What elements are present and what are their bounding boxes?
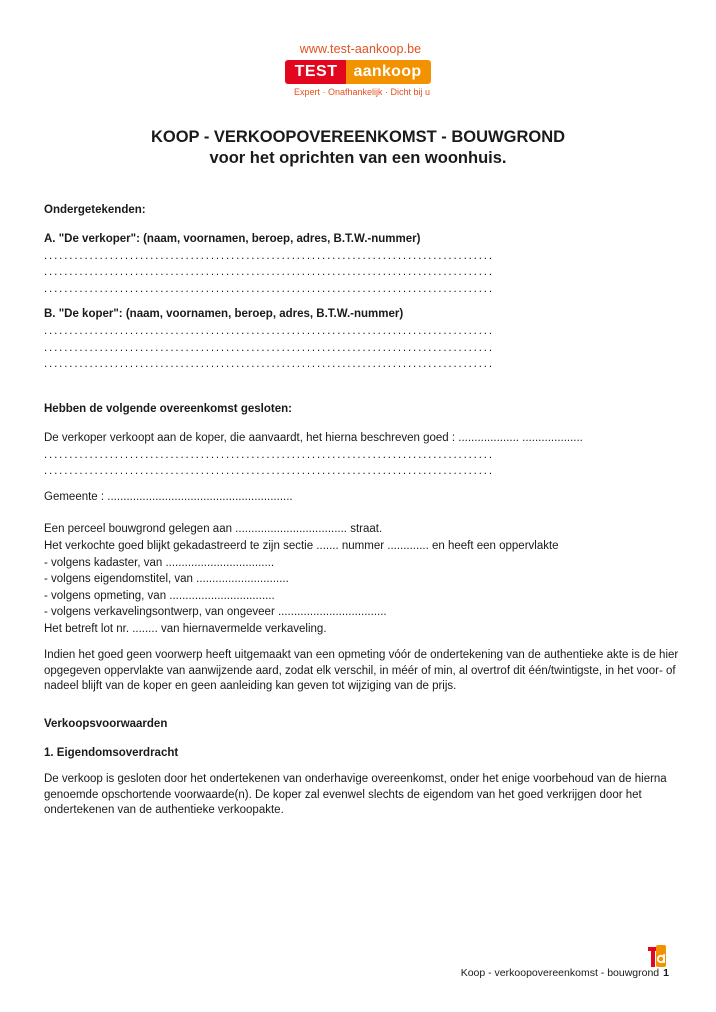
tagline: Expert · Onafhankelijk · Dicht bij u bbox=[293, 87, 431, 97]
opmeting-line: - volgens opmeting, van ................................. bbox=[44, 590, 275, 602]
header bbox=[0, 42, 716, 97]
seller-dotline-2: ......................................................................................... bbox=[44, 266, 494, 278]
seller-dotline-1: ......................................................................................... bbox=[44, 250, 494, 262]
test-aankoop-logo bbox=[285, 60, 432, 84]
conditions-heading: Verkoopsvoorwaarden bbox=[44, 718, 168, 730]
verkaveling-line: - volgens verkavelingsontwerp, van ongeveer .................................. bbox=[44, 606, 387, 618]
lot-line: Het betreft lot nr. ........ van hiernavermelde verkaveling. bbox=[44, 623, 327, 635]
sale-dotline-2: ......................................................................................... bbox=[44, 465, 494, 477]
footer-label: Koop - verkoopovereenkomst - bouwgrond bbox=[460, 967, 660, 979]
kadaster-section-line: Het verkochte goed blijkt gekadastreerd te zijn sectie ....... nummer ............. en heeft een oppervlakte bbox=[44, 540, 559, 552]
footer bbox=[461, 967, 669, 979]
agreement-heading: Hebben de volgende overeenkomst gesloten: bbox=[44, 403, 292, 415]
test-aankoop-mark-icon bbox=[648, 945, 666, 967]
section-1-heading: 1. Eigendomsoverdracht bbox=[44, 747, 179, 759]
undersigned-heading: Ondergetekenden: bbox=[44, 204, 146, 216]
gemeente-line: Gemeente : .......................................................... bbox=[44, 491, 293, 503]
document-title bbox=[0, 127, 716, 169]
sale-line: De verkoper verkoopt aan de koper, die aanvaardt, het hierna beschreven goed : ................... ................... bbox=[44, 432, 583, 444]
buyer-dotline-3: ......................................................................................... bbox=[44, 358, 494, 370]
buyer-dotline-2: ......................................................................................... bbox=[44, 342, 494, 354]
logo-aankoop-text: aankoop bbox=[346, 60, 432, 84]
logo-test-text: TEST bbox=[285, 60, 346, 84]
seller-dotline-3: ......................................................................................... bbox=[44, 283, 494, 295]
section-1-paragraph: De verkoop is gesloten door het ondertekenen van onderhavige overeenkomst, onder het enige voorbehoud van de hierna genoemde opschortende voorwaarde(n). De koper zal evenwel slechts de eigendom van het goed verkrijgen door het ondertekenen van de authentieke verkoopakte. bbox=[44, 773, 667, 816]
kadaster-line: - volgens kadaster, van .................................. bbox=[44, 557, 275, 569]
measurement-paragraph: Indien het goed geen voorwerp heeft uitgemaakt van een opmeting vóór de ondertekening van de authentieke akte is de hier opgegeven oppervlakte van aanwijzende aard, zodat elk verschil, in méér of min, al overtrof dit één/twintigste, in het voor- of nadeel blijft van de koper en geen aanleiding kan geven tot wijziging van de prijs. bbox=[44, 649, 679, 692]
title-line-1: KOOP - VERKOOPOVEREENKOMST - BOUWGROND bbox=[150, 128, 566, 146]
perceel-line: Een perceel bouwgrond gelegen aan ................................... straat. bbox=[44, 523, 383, 535]
buyer-label: B. "De koper": (naam, voornamen, beroep, adres, B.T.W.-nummer) bbox=[44, 308, 404, 320]
seller-label: A. "De verkoper": (naam, voornamen, beroep, adres, B.T.W.-nummer) bbox=[44, 233, 421, 245]
buyer-dotline-1: ......................................................................................... bbox=[44, 325, 494, 337]
title-line-2: voor het oprichten van een woonhuis. bbox=[209, 149, 507, 167]
sale-dotline-1: ......................................................................................... bbox=[44, 449, 494, 461]
eigendomstitel-line: - volgens eigendomstitel, van ............................. bbox=[44, 573, 289, 585]
page-number: 1 bbox=[663, 967, 669, 979]
site-url[interactable]: www.test-aankoop.be bbox=[299, 42, 422, 56]
